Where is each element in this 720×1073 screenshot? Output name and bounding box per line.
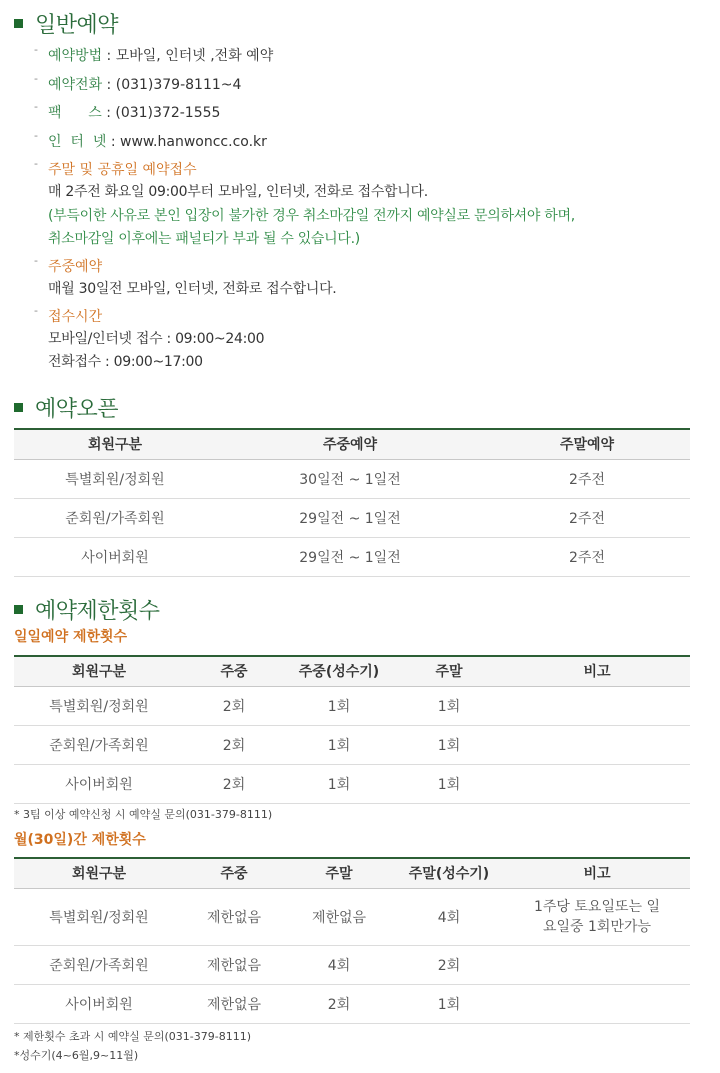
daily-limit-note: * 3팀 이상 예약신청 시 예약실 문의(031-379-8111) <box>14 808 273 821</box>
table-header: 주말(성수기) <box>408 866 490 883</box>
table-header: 주중 <box>220 866 248 883</box>
table-header: 주중 <box>220 664 248 681</box>
season-note: *성수기(4~6월,9~11월) <box>14 1049 139 1062</box>
weekend-line: 매 2주전 화요일 09:00부터 모바일, 인터넷, 전화로 접수합니다. <box>48 184 428 200</box>
table-row: 특별회원/정회원 2회 1회 1회 <box>14 686 690 725</box>
table-row: 준회원/가족회원 2회 1회 1회 <box>14 725 690 764</box>
limit-title: 예약제한횟수 <box>35 599 160 624</box>
open-table <box>14 428 690 577</box>
info-item: - 예약전화 : (031)379-8111~4 <box>34 72 242 93</box>
table-row: 사이버회원 29일전 ~ 1일전 2주전 <box>14 537 690 576</box>
section-title-limit <box>14 594 160 625</box>
hours-line: 모바일/인터넷 접수 : 09:00~24:00 <box>48 331 265 347</box>
monthly-limit-note: * 제한횟수 초과 시 예약실 문의(031-379-8111) <box>14 1030 252 1043</box>
hours-heading: - 접수시간 <box>34 304 103 325</box>
table-header: 회원구분 <box>71 866 127 883</box>
weekend-line: 취소마감일 이후에는 패널티가 부과 될 수 있습니다.) <box>48 231 360 247</box>
website-link[interactable]: : www.hanwoncc.co.kr <box>106 134 267 150</box>
table-row: 준회원/가족회원 제한없음 4회 2회 <box>14 945 690 984</box>
table-header: 주말 <box>325 866 353 883</box>
hours-line: 전화접수 : 09:00~17:00 <box>48 354 203 370</box>
info-item: - 예약방법 : 모바일, 인터넷 ,전화 예약 <box>34 43 274 64</box>
table-header: 주말 <box>435 664 463 681</box>
table-row: 사이버회원 제한없음 2회 1회 <box>14 984 690 1023</box>
table-header: 비고 <box>583 866 611 883</box>
bullet-square-icon <box>14 605 23 614</box>
table-header: 주중예약 <box>322 437 378 454</box>
section-title-open <box>14 392 118 423</box>
table-row: 특별회원/정회원 30일전 ~ 1일전 2주전 <box>14 459 690 498</box>
table-row: 사이버회원 2회 1회 1회 <box>14 764 690 803</box>
info-item: - 팩 스 : (031)372-1555 <box>34 100 221 121</box>
dash-icon: - <box>34 254 38 267</box>
dash-icon: - <box>34 43 38 56</box>
bullet-square-icon <box>14 19 23 28</box>
open-title: 예약오픈 <box>35 397 119 422</box>
monthly-limit-title: 월(30일)간 제한횟수 <box>14 832 146 848</box>
dash-icon: - <box>34 129 38 142</box>
daily-limit-table <box>14 655 690 804</box>
table-header: 주말예약 <box>559 437 615 454</box>
dash-icon: - <box>34 72 38 85</box>
table-row: 특별회원/정회원 제한없음 제한없음 4회 1주당 토요일또는 일요일중 1회만가능 <box>14 888 690 945</box>
weekday-heading: - 주중예약 <box>34 254 103 275</box>
table-header: 비고 <box>583 664 611 681</box>
section-title-general <box>14 8 118 39</box>
weekend-heading: - 주말 및 공휴일 예약접수 <box>34 157 197 178</box>
monthly-limit-table <box>14 857 690 1024</box>
dash-icon: - <box>34 304 38 317</box>
table-header: 주중(성수기) <box>298 664 380 681</box>
bullet-square-icon <box>14 403 23 412</box>
table-row: 준회원/가족회원 29일전 ~ 1일전 2주전 <box>14 498 690 537</box>
table-header: 회원구분 <box>71 664 127 681</box>
general-title: 일반예약 <box>35 13 119 38</box>
weekday-line: 매월 30일전 모바일, 인터넷, 전화로 접수합니다. <box>48 281 337 297</box>
dash-icon: - <box>34 100 38 113</box>
table-header: 회원구분 <box>87 437 143 454</box>
daily-limit-title: 일일예약 제한횟수 <box>14 629 128 645</box>
weekend-line: (부득이한 사유로 본인 입장이 불가한 경우 취소마감일 전까지 예약실로 문의하셔야 하며, <box>48 208 575 224</box>
info-item: - 인 터 넷 : www.hanwoncc.co.kr <box>34 129 267 150</box>
dash-icon: - <box>34 157 38 170</box>
